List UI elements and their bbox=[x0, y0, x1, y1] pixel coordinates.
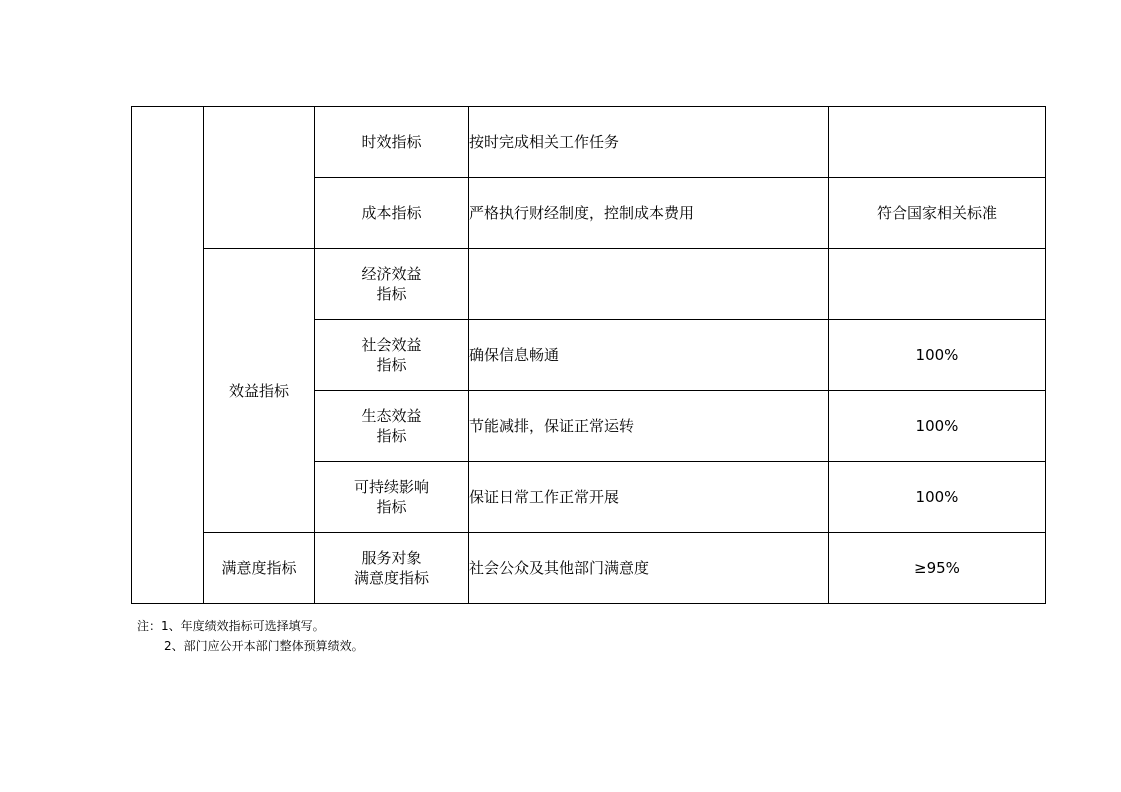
indicator-content-cell: 严格执行财经制度，控制成本费用 bbox=[469, 178, 829, 249]
level3-indicator-line: 经济效益 bbox=[361, 265, 422, 283]
indicator-target-cell: ≥95% bbox=[829, 533, 1046, 604]
level3-indicator-line: 指标 bbox=[376, 427, 407, 445]
indicator-target-cell: 100% bbox=[829, 320, 1046, 391]
level3-indicator-line: 指标 bbox=[376, 285, 407, 303]
table-row bbox=[132, 107, 1046, 178]
level3-indicator-line: 指标 bbox=[376, 356, 407, 374]
table-row bbox=[132, 533, 1046, 604]
level1-indicator-cell bbox=[132, 107, 204, 604]
table-row bbox=[132, 249, 1046, 320]
indicator-target-cell bbox=[829, 107, 1046, 178]
indicator-target-cell: 100% bbox=[829, 391, 1046, 462]
table-notes bbox=[137, 616, 364, 656]
level3-indicator-cell bbox=[315, 391, 469, 462]
level3-indicator-line: 满意度指标 bbox=[353, 569, 429, 587]
level3-indicator-line: 社会效益 bbox=[361, 336, 422, 354]
indicator-target-cell bbox=[829, 249, 1046, 320]
level3-indicator-cell bbox=[315, 533, 469, 604]
level3-indicator-cell bbox=[315, 462, 469, 533]
level2-indicator-cell bbox=[204, 107, 315, 249]
indicator-content-cell bbox=[469, 249, 829, 320]
level3-indicator-line: 服务对象 bbox=[361, 549, 422, 567]
indicator-content-cell: 保证日常工作正常开展 bbox=[469, 462, 829, 533]
level3-indicator-cell bbox=[315, 249, 469, 320]
level3-indicator-cell bbox=[315, 320, 469, 391]
level3-indicator-cell: 时效指标 bbox=[315, 107, 469, 178]
level3-indicator-line: 可持续影响 bbox=[353, 478, 429, 496]
performance-indicator-table bbox=[131, 106, 1046, 604]
level3-indicator-cell: 成本指标 bbox=[315, 178, 469, 249]
indicator-content-cell: 按时完成相关工作任务 bbox=[469, 107, 829, 178]
note-line: 2、部门应公开本部门整体预算绩效。 bbox=[164, 639, 364, 653]
indicator-content-cell: 节能减排，保证正常运转 bbox=[469, 391, 829, 462]
level3-indicator-line: 指标 bbox=[376, 498, 407, 516]
level3-indicator-line: 生态效益 bbox=[361, 407, 422, 425]
level2-indicator-cell: 效益指标 bbox=[204, 249, 315, 533]
indicator-target-cell: 100% bbox=[829, 462, 1046, 533]
indicator-target-cell: 符合国家相关标准 bbox=[829, 178, 1046, 249]
level2-indicator-cell: 满意度指标 bbox=[204, 533, 315, 604]
indicator-content-cell: 社会公众及其他部门满意度 bbox=[469, 533, 829, 604]
indicator-content-cell: 确保信息畅通 bbox=[469, 320, 829, 391]
note-line: 注：1、年度绩效指标可选择填写。 bbox=[137, 619, 325, 633]
